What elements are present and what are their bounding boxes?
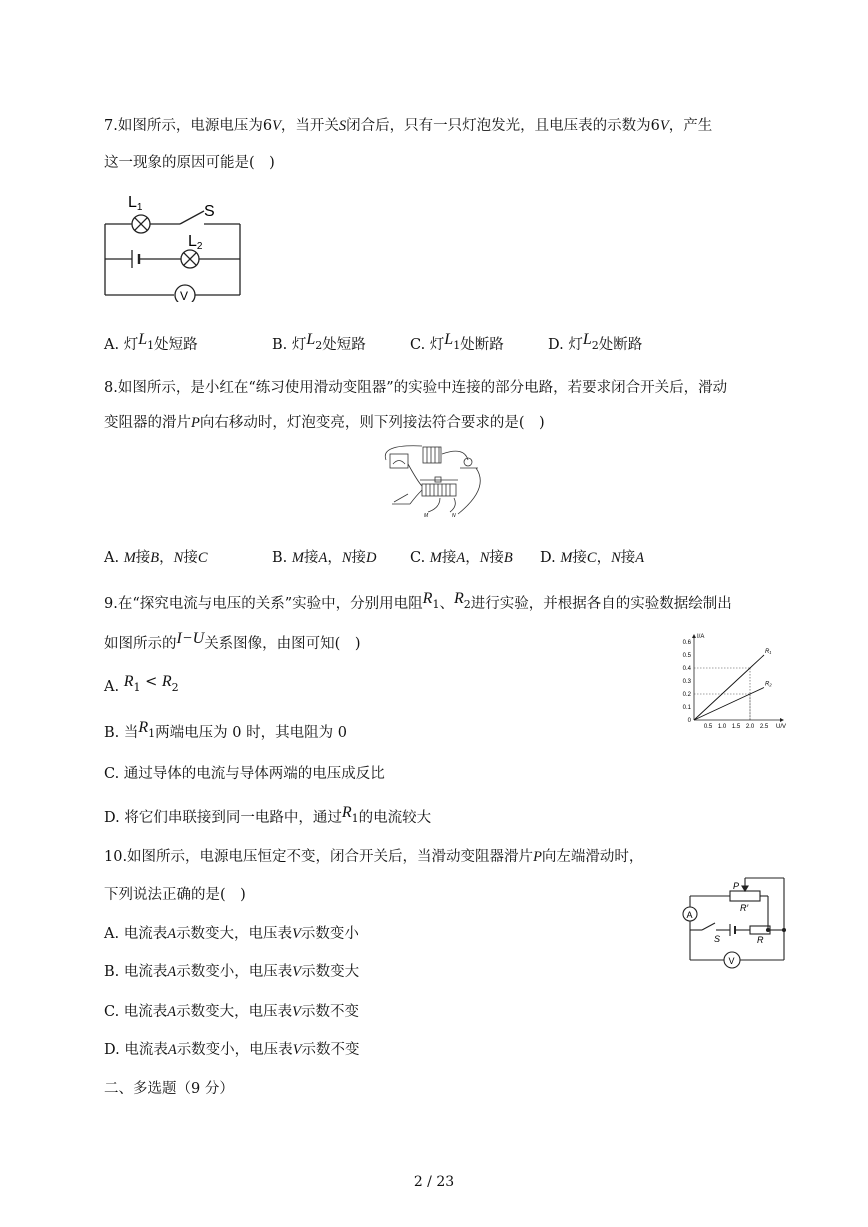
q10-stem-line1: 10.如图所示，电源电压恒定不变，闭合开关后，当滑动变阻器滑片P向左端滑动时， [104, 849, 644, 865]
q7-fig-label-s: S [204, 203, 215, 220]
q9-chart-y-tick-label: 0.4 [682, 666, 691, 672]
q9-option-b[interactable]: B. 当R1两端电压为 0 时，其电阻为 0 [104, 719, 347, 741]
q9-chart-y-tick-label: 0.5 [682, 653, 691, 659]
q10-stem-line2: 下列说法正确的是( ) [104, 887, 246, 903]
q10-fig-ammeter-label: A [686, 910, 693, 920]
q9-stem-line2: 如图所示的I−U关系图像，由图可知( ) [104, 630, 361, 652]
q9-chart-y-tick-label: 0.1 [682, 705, 691, 711]
q8-option-d[interactable]: D. M接C，N接A [540, 550, 645, 566]
q10-fig-label-rprime: R′ [740, 903, 749, 913]
q9-chart-y-tick-label: 0.2 [682, 692, 691, 698]
page-number: 2 / 23 [413, 1174, 455, 1190]
q9-option-c[interactable]: C. 通过导体的电流与导体两端的电压成反比 [104, 766, 385, 782]
q7-option-b[interactable]: B. 灯L2处短路 [272, 331, 366, 353]
q7-option-d[interactable]: D. 灯L2处断路 [548, 331, 643, 353]
q9-chart-x-tick-label: 2.0 [745, 724, 755, 730]
q7-option-c[interactable]: C. 灯L1处断路 [410, 331, 504, 353]
q7-fig-label-l2: L2 [188, 233, 203, 252]
q10-fig-label-r: R [757, 935, 764, 945]
q9-option-d[interactable]: D. 将它们串联接到同一电路中，通过R1的电流较大 [104, 804, 432, 826]
q7-stem-line2: 这一现象的原因可能是( ) [104, 155, 275, 171]
q10-fig-label-s: S [714, 934, 721, 944]
q8-option-c[interactable]: C. M接A，N接B [410, 550, 513, 566]
q9-chart-y-tick-label: 0.3 [682, 679, 691, 685]
q9-chart-x-tick-label: 0.5 [703, 724, 713, 730]
q7-fig-voltmeter-label: V [180, 289, 189, 302]
q9-iu-chart [674, 632, 794, 736]
q10-option-a[interactable]: A. 电流表A示数变大，电压表V示数变小 [104, 926, 359, 942]
q8-option-a[interactable]: A. M接B，N接C [104, 550, 208, 566]
q7-circuit-diagram [98, 186, 248, 302]
q9-stem-line1: 9.在“探究电流与电压的关系”实验中，分别用电阻R1、R2进行实验，并根据各自的实验数据绘制出 [104, 590, 732, 612]
q9-chart-x-tick-label: 2.5 [759, 724, 769, 730]
q8-stem-line2: 变阻器的滑片P向右移动时，灯泡变亮，则下列接法符合要求的是( ) [104, 415, 545, 431]
section-heading-multiple-choice: 二、多选题（9 分） [104, 1081, 234, 1097]
q9-chart-x-axis-label: U/V [776, 724, 787, 730]
q9-option-a[interactable]: A. R1 < R2 [104, 673, 179, 695]
q9-chart-y-axis-label: I/A [697, 634, 705, 640]
q9-chart-series-line [694, 688, 764, 721]
q7-stem-line1: 7.如图所示，电源电压为6V，当开关S闭合后，只有一只灯泡发光，且电压表的示数为6V，产生 [104, 118, 713, 134]
q9-chart-y-tick-label: 0 [687, 718, 691, 724]
q9-chart-y-tick-label: 0.6 [682, 640, 691, 646]
q7-option-a[interactable]: A. 灯L1处短路 [104, 331, 198, 353]
q7-fig-label-l1: L1 [128, 194, 143, 213]
q8-fig-label-m: M [424, 513, 429, 519]
q8-stem-line1: 8.如图所示，是小红在“练习使用滑动变阻器”的实验中连接的部分电路，若要求闭合开关后，滑动 [104, 380, 728, 396]
q10-fig-voltmeter-label: V [728, 956, 735, 966]
q8-fig-label-n: N [452, 513, 456, 519]
q8-apparatus-figure [380, 442, 490, 520]
q10-option-b[interactable]: B. 电流表A示数变小，电压表V示数变大 [104, 964, 360, 980]
q10-circuit-diagram [680, 874, 788, 970]
q9-chart-series-line [694, 655, 764, 720]
q10-option-c[interactable]: C. 电流表A示数变大，电压表V示数不变 [104, 1004, 360, 1020]
q9-chart-x-tick-label: 1.0 [717, 724, 727, 730]
q9-chart-series-label: R₂ [765, 681, 772, 688]
q9-chart-series-label: R₁ [765, 649, 772, 655]
q9-chart-x-tick-label: 1.5 [731, 724, 741, 730]
q10-fig-label-p: P [733, 881, 740, 891]
q9-chart-y-arrow [692, 634, 696, 638]
q10-option-d[interactable]: D. 电流表A示数变小，电压表V示数不变 [104, 1042, 360, 1058]
q8-option-b[interactable]: B. M接A，N接D [272, 550, 377, 566]
q9-chart-x-arrow [780, 718, 784, 722]
